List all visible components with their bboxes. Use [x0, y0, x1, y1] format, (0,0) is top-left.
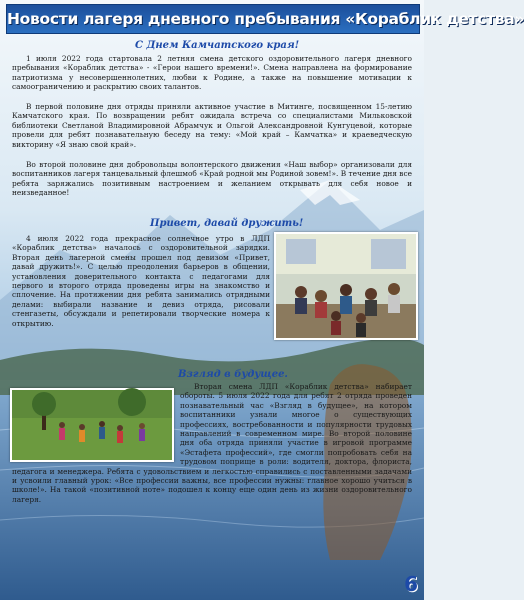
section1-paragraph-1: 1 июля 2022 года стартовала 2 летняя смена детского оздоровительного лагеря дневного пребывания «Кораблик детства» - «Герои нашего времени!». Смена направлена на формирование патриотизма у несовершеннолетних, любви к Родине, а также на повышение мотивации к самоограничению и раскрытию своих талантов. [12, 54, 412, 92]
section-heading-friends: Привет, давай дружить! [150, 218, 304, 229]
photo-indoor [274, 232, 418, 340]
page-number: 6 [404, 572, 418, 596]
section3-paragraph: Вторая смена ЛДП «Кораблик детства» набирает обороты. 5 июля 2022 года для ребят 2 отряда проведен познавательный час «Взгляд в будущее», на котором воспитанники узнали многое о существующих профессиях, востребованности и популярности трудовых направлений в современном мире. Во второй половине дня оба отряда приняли участие в игровой программе «Эстафета профессий», где смогли попробовать себя на трудовом поприще в роли: водителя, доктора, флориста, педагога и менеджера. Ребята с удовольствием и легкостью справились с поставленными задачами и усвоили главный урок: «Все профессии важны, все профессии нужны: главное хорошо учиться в школе!». На такой «позитивной ноте» подошел к концу еще один день из жизни оздоровительного лагеря. [12, 382, 412, 504]
section-heading-future: Взгляд в будущее. [178, 369, 288, 380]
indoor-photo-image [276, 234, 416, 338]
section1-paragraph-3: Во второй половине дня добровольцы волонтерского движения «Наш выбор» организовали для воспитанников лагеря танцевальный флешмоб «Край родной мы Родиной зовем!». В течение дня все ребята заряжались позитивным настроением и желанием открывать для себя новое и неизведанное! [12, 160, 412, 198]
section-heading-kamchatka: С Днем Камчатского края! [135, 40, 300, 51]
section1-paragraph-2: В первой половине дня отряды приняли активное участие в Митинге, посвященном 15-летию Камчатского края. По возвращении ребят ожидала встреча со специалистами Мильковской библиотеки Светланой Владимировной Абрамчук и Ольгой Александровной Кунгуцевой, которые провели для ребят познавательную беседу на тему: «Мой край – Камчатка» и краеведческую викторину «Я знаю свой край». [12, 102, 412, 149]
section2-paragraph: 4 июля 2022 года прекрасное солнечное утро в ЛДП «Кораблик детства» началось с оздоровительной зарядки. Вторая день лагерной смены прошел под девизом «Привет, давай дружить!». С целью преодоления барьеров в общении, установления доверительного контакта с педагогами для первого и второго отряда проведены игры на знакомство и сплочение. На протяжении дня ребята занимались отрядными делами: выбирали название и девиз отряда, рисовали стенгазеты, обсуждали и репетировали творческие номера к открытию. [12, 234, 270, 328]
page-title: Новости лагеря дневного пребывания «Кораблик детства» [6, 4, 420, 34]
